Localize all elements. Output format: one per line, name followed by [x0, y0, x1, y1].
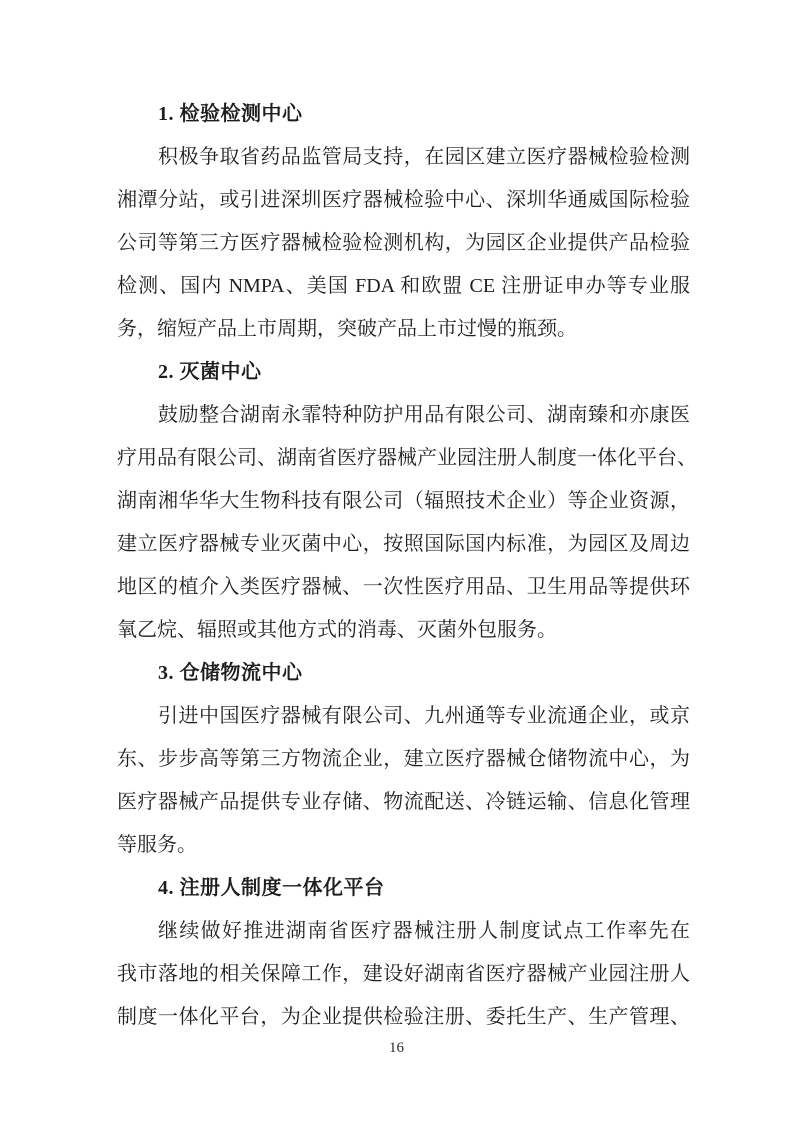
- paragraph-line: 东、步步高等第三方物流企业，建立医疗器械仓储物流中心，为: [117, 748, 690, 770]
- section-4-heading: 4. 注册人制度一体化平台: [158, 877, 385, 899]
- paragraph-line: 疗用品有限公司、湖南省医疗器械产业园注册人制度一体化平台、: [117, 447, 697, 469]
- paragraph-line: 等服务。: [117, 834, 197, 856]
- page-number: 16: [389, 1040, 404, 1056]
- paragraph-line: 医疗器械产品提供专业存储、物流配送、冷链运输、信息化管理: [117, 791, 690, 813]
- section-2-heading: 2. 灭菌中心: [158, 361, 262, 383]
- paragraph-line: 检测、国内 NMPA、美国 FDA 和欧盟 CE 注册证申办等专业服: [117, 275, 690, 297]
- paragraph-line: 湘潭分站，或引进深圳医疗器械检验中心、深圳华通威国际检验: [117, 189, 690, 211]
- paragraph-line: 积极争取省药品监管局支持，在园区建立医疗器械检验检测: [158, 146, 690, 168]
- paragraph-line: 我市落地的相关保障工作，建设好湖南省医疗器械产业园注册人: [117, 963, 690, 985]
- section-3-heading: 3. 仓储物流中心: [158, 662, 303, 684]
- paragraph-line: 建立医疗器械专业灭菌中心，按照国际国内标准，为园区及周边: [117, 533, 690, 555]
- paragraph-line: 继续做好推进湖南省医疗器械注册人制度试点工作率先在: [158, 920, 690, 942]
- paragraph-line: 务，缩短产品上市周期，突破产品上市过慢的瓶颈。: [117, 318, 577, 340]
- paragraph-line: 制度一体化平台，为企业提供检验注册、委托生产、生产管理、: [117, 1006, 690, 1028]
- section-1-heading: 1. 检验检测中心: [158, 103, 303, 125]
- paragraph-line: 氧乙烷、辐照或其他方式的消毒、灭菌外包服务。: [117, 619, 557, 641]
- paragraph-line: 公司等第三方医疗器械检验检测机构，为园区企业提供产品检验: [117, 232, 690, 254]
- paragraph-line: 地区的植介入类医疗器械、一次性医疗用品、卫生用品等提供环: [117, 576, 690, 598]
- paragraph-line: 湖南湘华华大生物科技有限公司（辐照技术企业）等企业资源，: [117, 490, 690, 512]
- document-body: [117, 93, 697, 1039]
- paragraph-line: 引进中国医疗器械有限公司、九州通等专业流通企业，或京: [158, 705, 690, 727]
- paragraph-line: 鼓励整合湖南永霏特种防护用品有限公司、湖南臻和亦康医: [158, 404, 690, 426]
